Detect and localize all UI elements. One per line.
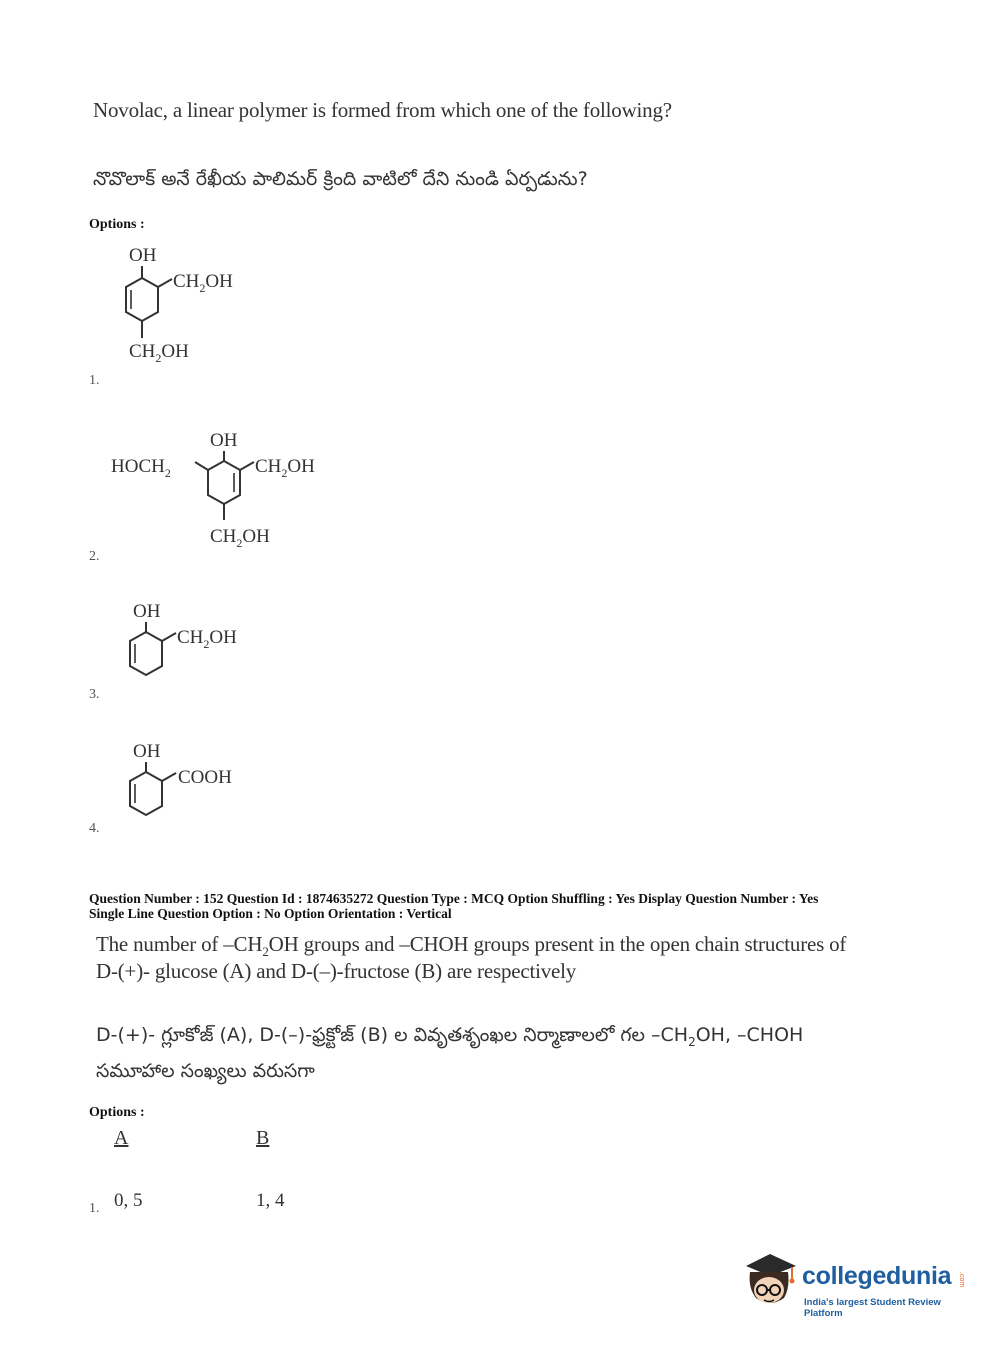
svg-text:COOH: COOH (178, 767, 232, 788)
svg-text:OH: OH (133, 601, 161, 622)
question-2-telugu-line-2: సమూహాల సంఖ్యలు వరుసగా (96, 1060, 315, 1082)
question-2-telugu-line-1: D-(+)- గ్లూకోజ్ (A), D-(–)-ఫ్రక్టోజ్ (B) ల వివృతశృంఖల నిర్మాణాలలో గల $-CH_2OH$, –CHOH (96, 1024, 804, 1049)
logo-suffix: .com (958, 1272, 965, 1288)
question-text-telugu: నొవొలాక్ అనే రేఖీయ పాలిమర్ క్రింది వాటిలో దేని నుండి ఏర్పడును? (93, 168, 588, 190)
option-2-structure (108, 425, 368, 555)
logo-wordmark: collegedunia (802, 1262, 952, 1290)
logo-tagline: India's largest Student Review Platform (804, 1297, 941, 1319)
column-header-b: B (256, 1127, 270, 1149)
question-text-english: Novolac, a linear polymer is formed from which one of the following? (93, 98, 672, 122)
option-1-structure (100, 240, 300, 380)
svg-text:CH2OH: $CH_2OH$ (210, 526, 270, 550)
svg-text:CH2OH: $CH_2OH$ (129, 341, 189, 365)
question-meta-line-2: Single Line Question Option : No Option Orientation : Vertical (89, 906, 452, 921)
collegedunia-logo (742, 1250, 972, 1319)
option-4-number: 4. (89, 821, 100, 836)
svg-text:CH2OH: $CH_2OH$ (255, 456, 315, 480)
options-label-2: Options : (89, 1105, 145, 1120)
option-2-number: 2. (89, 549, 100, 564)
option-row-value-b: 1, 4 (256, 1190, 285, 1211)
svg-text:OH: OH (210, 430, 238, 451)
question-2-text-line-1: The number of $-CH_2OH$ groups and –CHOH groups present in the open chain structures of (96, 932, 847, 960)
option-1-number: 1. (89, 373, 100, 388)
column-header-a: A (114, 1127, 129, 1149)
question-2-text-line-2: D-(+)- glucose (A) and D-(–)-fructose (B) are respectively (96, 959, 577, 983)
mascot-icon (742, 1250, 798, 1308)
option-3-structure (105, 597, 305, 697)
option-row-value-a: 0, 5 (114, 1190, 143, 1211)
svg-text:OH: OH (133, 741, 161, 762)
options-label: Options : (89, 217, 145, 232)
svg-text:CH2OH: $CH_2OH$ (177, 627, 237, 651)
svg-text:CH2OH: $CH_2OH$ (173, 271, 233, 295)
option-row-number: 1. (89, 1201, 100, 1216)
oh-label: OH (129, 245, 157, 266)
svg-text:HOCH2: $HOCH_2$ (111, 456, 171, 480)
option-3-number: 3. (89, 687, 100, 702)
question-meta-line-1: Question Number : 152 Question Id : 1874635272 Question Type : MCQ Option Shuffling : Yes Display Question Number : Yes (89, 891, 819, 906)
option-4-structure (105, 737, 305, 837)
